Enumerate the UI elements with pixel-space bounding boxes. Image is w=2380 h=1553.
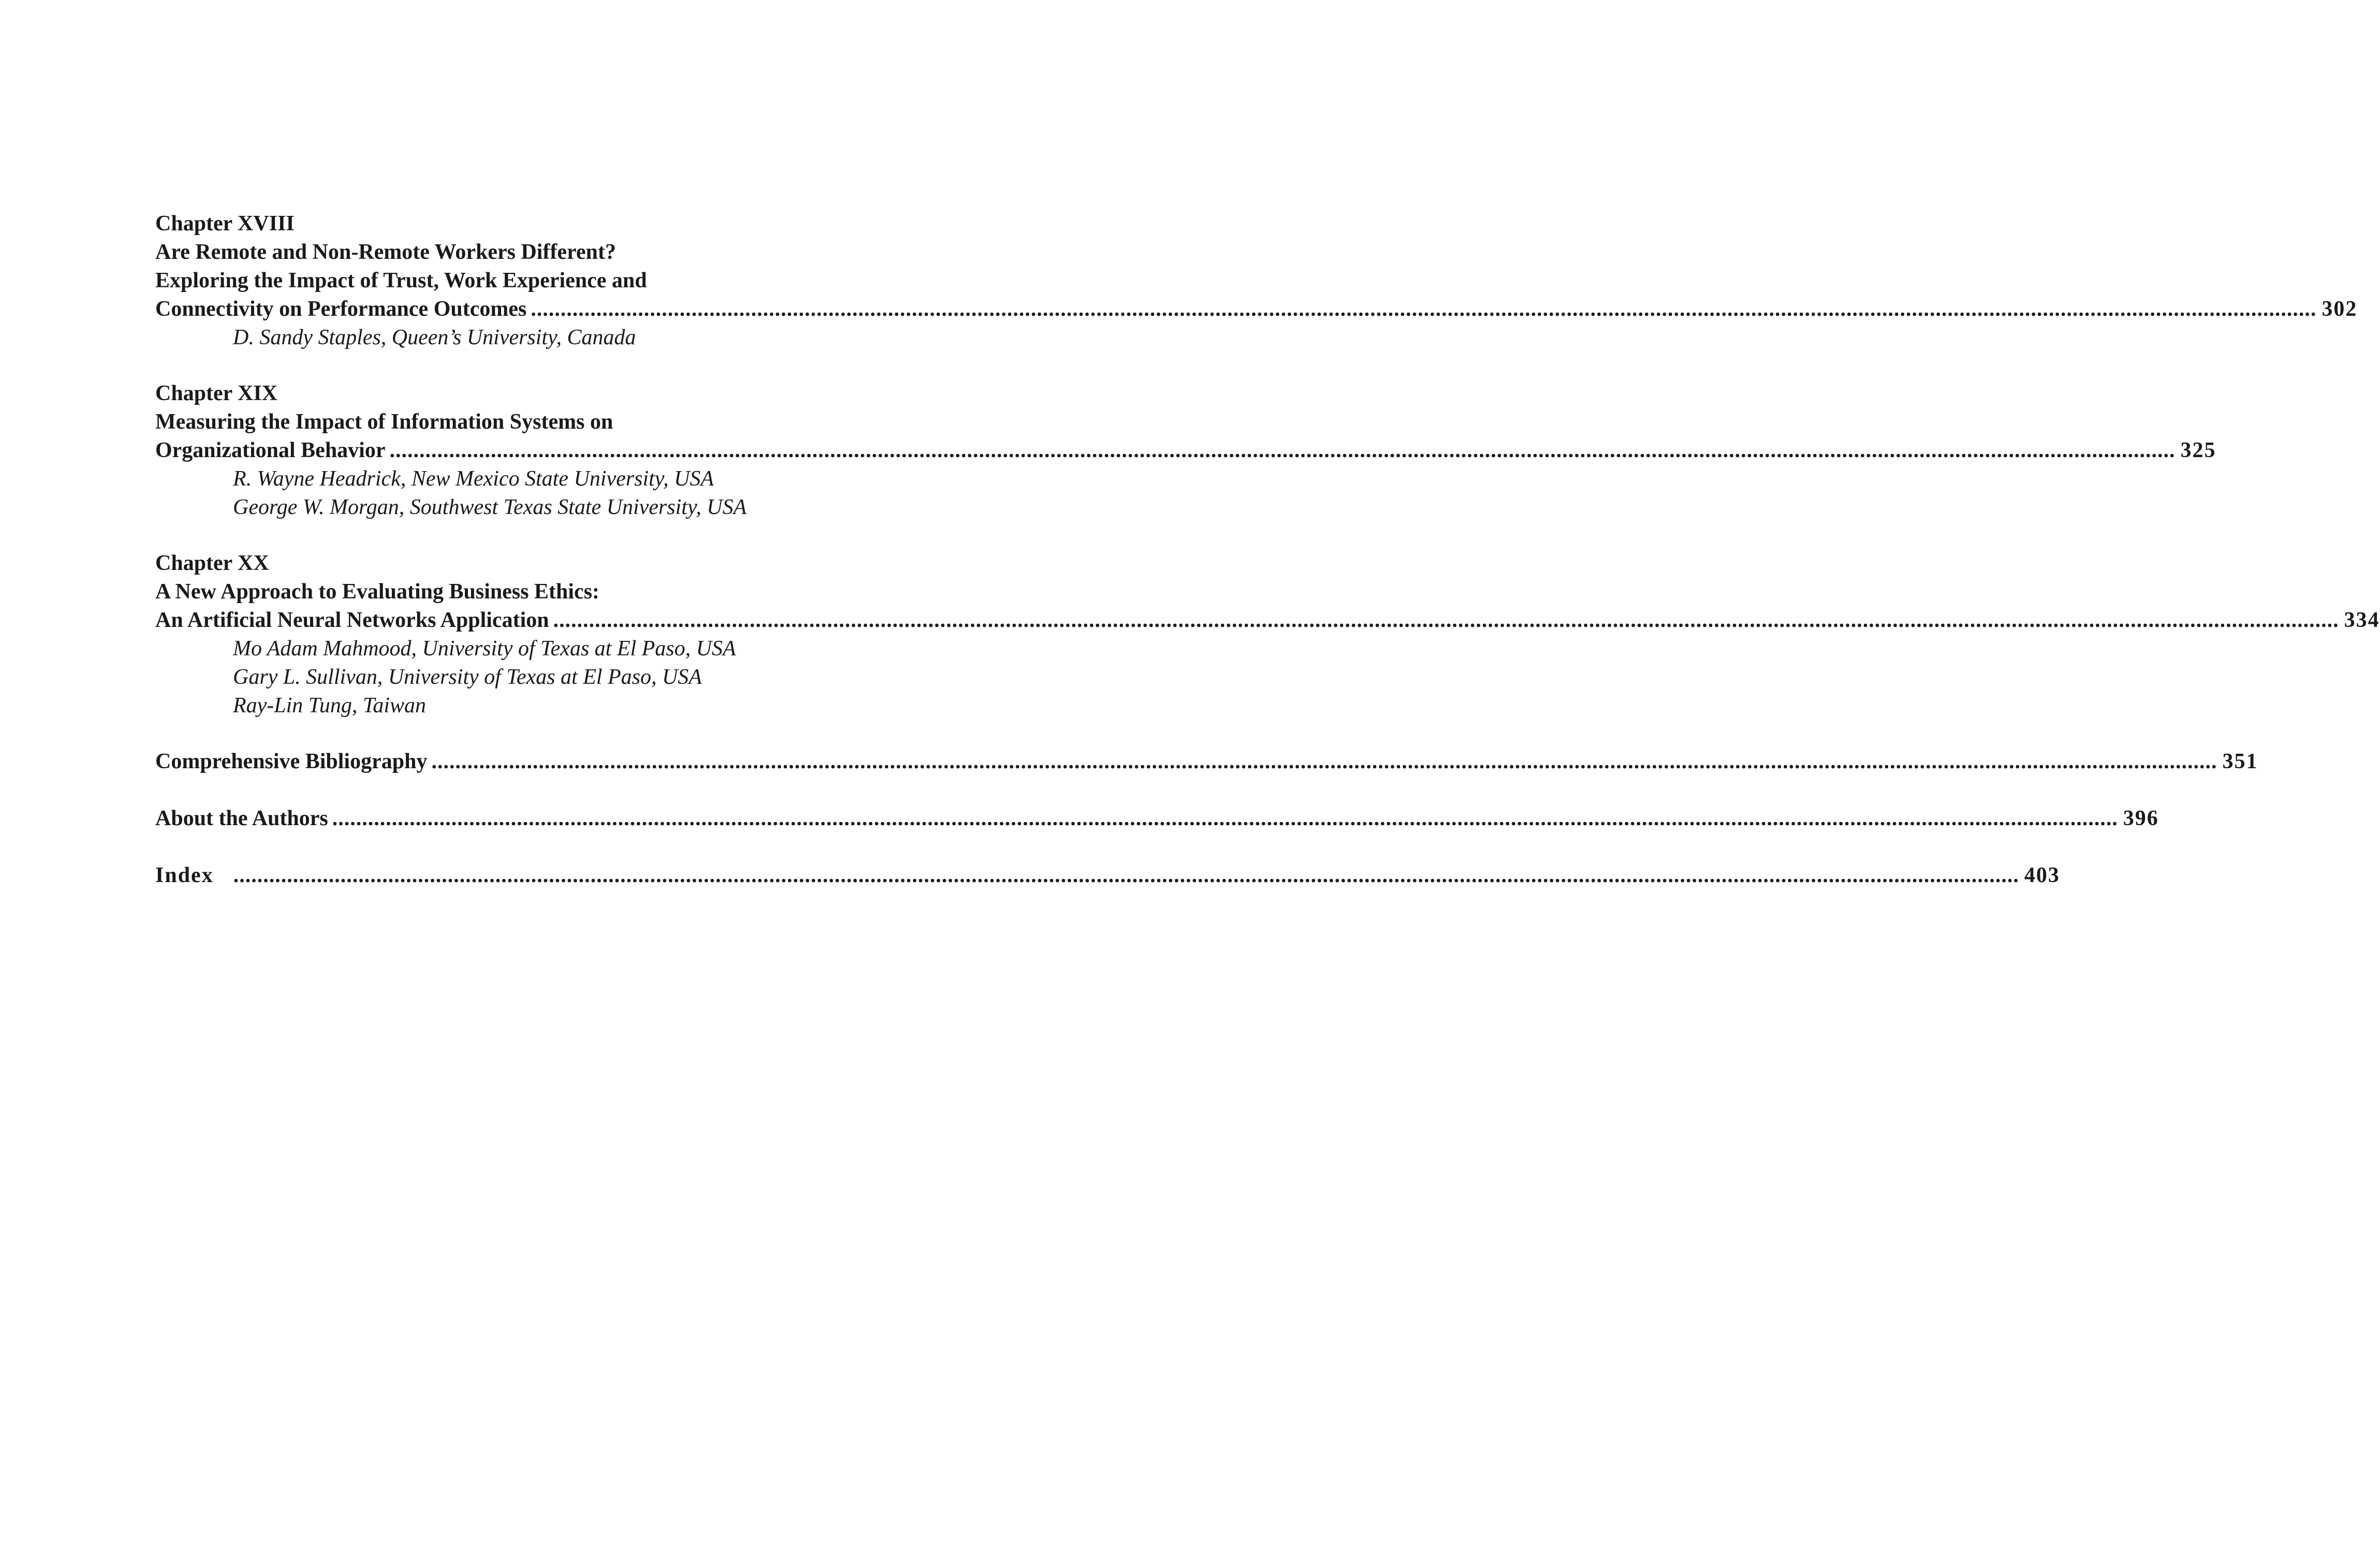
toc-entry-chapter-20: [155, 549, 2380, 720]
chapter-title-last-line[interactable]: [155, 295, 2358, 324]
dot-leader: ............................................................................................................................................................................................................................................................................................................: [553, 608, 2339, 632]
chapter-title-line: A New Approach to Evaluating Business Ethics:: [155, 580, 600, 604]
dot-leader: ............................................................................................................................................................................................................................................................................................................: [531, 297, 2317, 321]
author-line: Gary L. Sullivan, University of Texas at El Paso, USA: [233, 665, 702, 689]
chapter-title-last-line[interactable]: [155, 436, 2216, 465]
author-line: D. Sandy Staples, Queen’s University, Canada: [233, 326, 636, 349]
toc-entry-bibliography: [155, 748, 2258, 776]
dot-leader: ............................................................................................................................................................................................................................................................................................................: [431, 750, 2217, 773]
chapter-title-text: An Artificial Neural Networks Application: [155, 608, 549, 632]
chapter-title-line: Exploring the Impact of Trust, Work Experience and: [155, 269, 647, 292]
page-number: 334: [2344, 608, 2380, 632]
toc-entry-chapter-19: [155, 379, 2216, 522]
author-line: Mo Adam Mahmood, University of Texas at El Paso, USA: [233, 637, 736, 661]
author-line: Ray-Lin Tung, Taiwan: [233, 694, 427, 717]
dot-leader: ............................................................................................................................................................................................................................................................................................................: [332, 807, 2118, 830]
author-line: George W. Morgan, Southwest Texas State University, USA: [233, 495, 747, 519]
chapter-title-last-line[interactable]: [155, 606, 2380, 635]
back-matter-title: About the Authors: [155, 807, 328, 830]
back-matter-line[interactable]: [155, 804, 2159, 833]
page-number: 302: [2322, 297, 2358, 321]
back-matter-title: Comprehensive Bibliography: [155, 750, 428, 773]
page-number: 403: [2024, 863, 2060, 887]
dot-leader: ............................................................................................................................................................................................................................................................................................................: [233, 863, 2019, 887]
chapter-label: Chapter XIX: [155, 382, 278, 405]
toc-entry-index: [155, 861, 2060, 890]
back-matter-title: Index: [155, 863, 214, 887]
dot-leader: ............................................................................................................................................................................................................................................................................................................: [389, 438, 2176, 462]
page-number: 325: [2180, 438, 2216, 462]
chapter-title-text: Connectivity on Performance Outcomes: [155, 297, 527, 321]
chapter-title-text: Organizational Behavior: [155, 438, 386, 462]
back-matter-line[interactable]: [155, 748, 2258, 776]
toc-entry-chapter-18: [155, 210, 2358, 352]
chapter-label: Chapter XVIII: [155, 212, 295, 236]
table-of-contents: [155, 210, 2380, 918]
back-matter-line[interactable]: [155, 861, 2060, 890]
chapter-label: Chapter XX: [155, 551, 269, 575]
page-number: 396: [2123, 807, 2159, 830]
page-number: 351: [2222, 750, 2258, 773]
toc-entry-about-authors: [155, 804, 2159, 833]
author-line: R. Wayne Headrick, New Mexico State University, USA: [233, 467, 714, 491]
chapter-title-line: Measuring the Impact of Information Systems on: [155, 410, 613, 434]
chapter-title-line: Are Remote and Non-Remote Workers Different?: [155, 240, 616, 264]
